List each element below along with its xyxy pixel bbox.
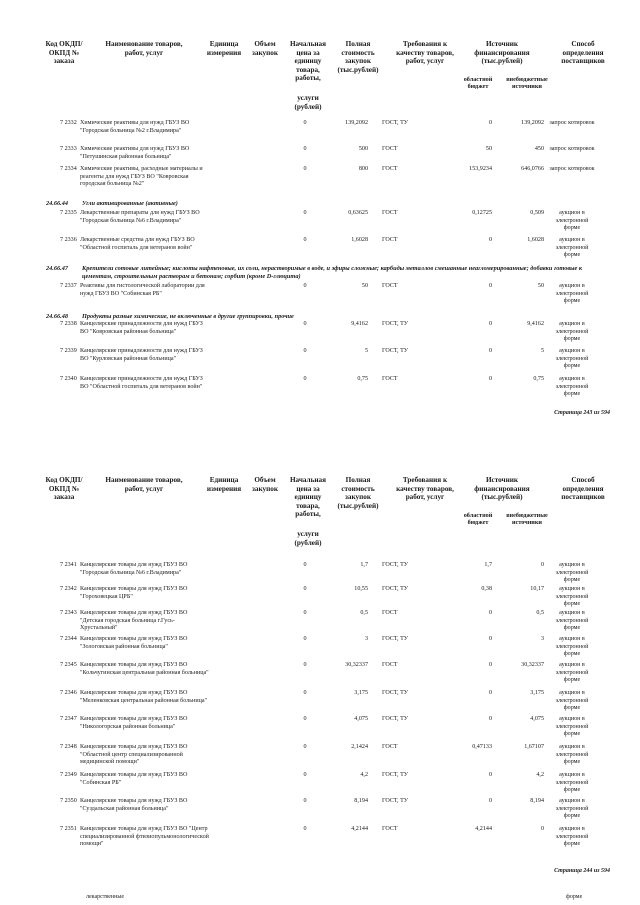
header-requirements: Требования к качеству товаров, работ, услуг [396,40,454,66]
row-regional: 0 [488,376,492,382]
header-source: Источник финансирования (тыс.рублей) [474,40,530,66]
row-requirements: ГОСТ [382,210,398,216]
row-method: аукцион в электронной форме [555,610,589,632]
row-regional: 0 [488,798,492,804]
header-price: Начальная цена за единицу товара, работы, [289,476,327,519]
row-requirements: ГОСТ [382,376,398,382]
header-unit: Единица измерения [206,476,242,493]
header-source-regional: областной бюджет [463,76,493,91]
row-name: Канцелярские товары для нужд ГБУЗ ВО "Зологовская районная больница" [80,636,188,650]
row-price: 0 [303,376,307,382]
group-text: Продукты разные химические, не включенные в другие группировки, прочие [82,313,294,320]
row-cost: 4,2144 [351,826,368,832]
row-price: 0 [303,636,307,642]
row-cost: 30,32337 [345,662,368,668]
row-cost: 3,175 [354,690,368,696]
row-cost: 10,55 [354,586,368,592]
row-requirements: ГОСТ [382,826,398,832]
row-method: запрос котировок [549,146,595,152]
row-name: Химические реактивы для нужд ГБУЗ ВО "Петушинская районная больница" [80,146,190,160]
row-requirements: ГОСТ, ТУ [382,562,409,568]
row-price: 0 [303,237,307,243]
row-price: 0 [303,210,307,216]
row-regional: 0,47133 [472,744,492,750]
row-name: Канцелярские товары для нужд ГБУЗ ВО "Никологорская районная больница" [80,716,188,730]
header-method: Способ определения поставщиков [561,40,605,66]
header-requirements: Требования к качеству товаров, работ, услуг [396,476,454,502]
header-method: Способ определения поставщиков [561,476,605,502]
header-source-extra: внебюджетные источники [506,512,548,527]
table-row [0,166,640,196]
row-cost: 139,2092 [345,120,368,126]
table-row [0,283,640,311]
header-code: Код ОКДП/ ОКПД № заказа [45,476,83,502]
row-method: аукцион в электронной форме [555,798,589,820]
row-extra: 646,0766 [521,166,544,172]
row-cost: 1,7 [360,562,368,568]
row-method: аукцион в электронной форме [555,376,589,398]
row-extra: 5 [540,348,544,354]
row-requirements: ГОСТ, ТУ [382,690,409,696]
row-regional: 0 [488,120,492,126]
row-extra: 0,75 [533,376,544,382]
row-extra: 1,67107 [524,744,544,750]
row-requirements: ГОСТ, ТУ [382,772,409,778]
next-page-fragment-right: форме [566,894,583,900]
row-cost: 50 [361,283,368,289]
header-volume: Объем закупок [252,476,278,493]
row-method: запрос котировок [549,120,595,126]
row-name: Канцелярские товары для нужд ГБУЗ ВО "Меленковская центральная районная больница" [80,690,208,704]
row-code: 7 2332 [60,120,77,126]
header-price-extra: услуги (рублей) [294,530,322,547]
row-method: аукцион в электронной форме [555,321,589,343]
row-name: Канцелярские товары для нужд ГБУЗ ВО "Детская городская больница г.Гусь-Хрустальный" [80,610,188,632]
row-extra: 3 [540,636,544,642]
header-price: Начальная цена за единицу товара, работы, [289,40,327,83]
row-code: 7 2340 [60,376,77,382]
row-requirements: ГОСТ [382,146,398,152]
row-cost: 5 [364,348,368,354]
row-name: Лекарственные средства для нужд ГБУЗ ВО "Областной госпиталь для ветеранов войн" [80,237,195,251]
row-cost: 0,63625 [348,210,368,216]
row-requirements: ГОСТ [382,237,398,243]
row-cost: 0,5 [360,610,368,616]
row-name: Канцелярские принадлежности для нужд ГБУЗ ВО "Областной госпиталь для ветеранов войн" [80,376,203,390]
row-regional: 0 [488,321,492,327]
row-extra: 0 [540,562,544,568]
row-price: 0 [303,283,307,289]
row-name: Канцелярские товары для нужд ГБУЗ ВО "Собинская РБ" [80,772,188,786]
row-regional: 0 [488,636,492,642]
row-method: аукцион в электронной форме [555,586,589,608]
row-requirements: ГОСТ, ТУ [382,716,409,722]
row-regional: 0 [488,690,492,696]
row-method: аукцион в электронной форме [555,210,589,232]
row-cost: 3 [364,636,368,642]
row-code: 7 2334 [60,166,77,172]
row-extra: 0 [540,826,544,832]
row-price: 0 [303,744,307,750]
row-price: 0 [303,586,307,592]
row-price: 0 [303,690,307,696]
row-requirements: ГОСТ [382,662,398,668]
row-price: 0 [303,772,307,778]
row-extra: 450 [534,146,544,152]
row-name: Канцелярские товары для нужд ГБУЗ ВО "Кольчугинская центральная районная больница" [80,662,209,676]
row-requirements: ГОСТ [382,166,398,172]
row-name: Реактивы для гистологической лаборатории для нужд ГБУЗ ВО "Собинская РБ" [80,283,205,297]
row-regional: 153,9234 [469,166,492,172]
row-regional: 0 [488,662,492,668]
row-code: 7 2336 [60,237,77,243]
header-volume: Объем закупок [252,40,278,57]
row-extra: 0,509 [530,210,544,216]
row-code: 7 2345 [60,662,77,668]
row-price: 0 [303,826,307,832]
row-code: 7 2344 [60,636,77,642]
header-price-extra: услуги (рублей) [294,94,322,111]
row-extra: 4,2 [536,772,544,778]
row-regional: 0 [488,610,492,616]
row-code: 7 2338 [60,321,77,327]
row-method: аукцион в электронной форме [555,348,589,370]
row-code: 7 2333 [60,146,77,152]
row-cost: 4,2 [360,772,368,778]
table-row [0,237,640,263]
row-regional: 0 [488,772,492,778]
row-code: 7 2342 [60,586,77,592]
row-price: 0 [303,798,307,804]
row-cost: 8,194 [354,798,368,804]
group-text: Крепители сотовые литейные; кислоты нафтеновые, их соли, нерастворимые в воде, и эфиры сложные; карбиды металлов смешанные неагломерированные; добавки готовые к цементам, строительным растворам и бетонам; сорбит (кроме D-глюцита) [82,265,583,280]
row-method: аукцион в электронной форме [555,826,589,848]
row-code: 7 2348 [60,744,77,750]
row-extra: 0,5 [536,610,544,616]
row-extra: 9,4162 [527,321,544,327]
row-price: 0 [303,610,307,616]
row-regional: 0 [488,348,492,354]
row-regional: 50 [485,146,492,152]
row-code: 7 2341 [60,562,77,568]
row-code: 7 2337 [60,283,77,289]
row-method: аукцион в электронной форме [555,744,589,766]
row-code: 7 2347 [60,716,77,722]
table-row [0,120,640,144]
table-row [0,348,640,372]
row-extra: 8,194 [530,798,544,804]
row-price: 0 [303,166,307,172]
row-name: Канцелярские товары для нужд ГБУЗ ВО "Городская больница №6 г.Владимира" [80,562,188,576]
row-method: запрос котировок [549,166,595,172]
row-price: 0 [303,120,307,126]
row-price: 0 [303,662,307,668]
row-cost: 500 [358,146,368,152]
row-cost: 2,1424 [351,744,368,750]
row-extra: 3,175 [530,690,544,696]
row-name: Канцелярские товары для нужд ГБУЗ ВО "Областной центр специализированной медицинской помощи" [80,744,188,766]
row-method: аукцион в электронной форме [555,716,589,738]
row-price: 0 [303,716,307,722]
header-source-regional: областной бюджет [463,512,493,527]
row-method: аукцион в электронной форме [555,636,589,658]
row-name: Химические реактивы для нужд ГБУЗ ВО "Городская больница №2 г.Владимира" [80,120,190,134]
table-row [0,210,640,236]
header-cost: Полная стоимость закупок (тыс.рублей) [337,40,379,74]
row-method: аукцион в электронной форме [555,562,589,584]
document-page-244 [0,450,640,905]
row-name: Канцелярские принадлежности для нужд ГБУЗ ВО "Курловская районная больница" [80,348,203,362]
row-extra: 1,6028 [527,237,544,243]
row-name: Лекарственные препараты для нужд ГБУЗ ВО "Городская больница №6 г.Владимира" [80,210,200,224]
row-requirements: ГОСТ [382,283,398,289]
row-regional: 4,2144 [475,826,492,832]
row-extra: 30,32337 [521,662,544,668]
row-regional: 0,38 [481,586,492,592]
row-requirements: ГОСТ, ТУ [382,321,409,327]
row-method: аукцион в электронной форме [555,690,589,712]
row-requirements: ГОСТ [382,610,398,616]
row-price: 0 [303,562,307,568]
row-name: Канцелярские товары для нужд ГБУЗ ВО "Гороховецкая ЦРБ" [80,586,188,600]
row-cost: 800 [358,166,368,172]
row-method: аукцион в электронной форме [555,237,589,259]
header-code: Код ОКДП/ ОКПД № заказа [45,40,83,66]
row-regional: 1,7 [484,562,492,568]
row-regional: 0 [488,237,492,243]
row-requirements: ГОСТ, ТУ [382,798,409,804]
table-row [0,146,640,166]
row-name: Химические реактивы, расходные материалы и реагенты для нужд ГБУЗ ВО "Ковровская городская больница №2" [80,166,203,188]
row-extra: 4,075 [530,716,544,722]
page-number: Страница 243 из 594 [554,410,610,416]
row-regional: 0 [488,283,492,289]
row-code: 7 2339 [60,348,77,354]
row-name: Канцелярские принадлежности для нужд ГБУЗ ВО "Ковровская районная больница" [80,321,203,335]
row-requirements: ГОСТ, ТУ [382,120,409,126]
group-code: 24.66.48 [46,313,69,320]
row-code: 7 2346 [60,690,77,696]
row-code: 7 2351 [60,826,77,832]
table-row [0,376,640,406]
row-price: 0 [303,146,307,152]
header-unit: Единица измерения [206,40,242,57]
row-price: 0 [303,321,307,327]
group-code: 24.66.47 [46,265,69,272]
row-code: 7 2349 [60,772,77,778]
header-cost: Полная стоимость закупок (тыс.рублей) [337,476,379,510]
row-requirements: ГОСТ, ТУ [382,636,409,642]
header-source: Источник финансирования (тыс.рублей) [474,476,530,502]
row-extra: 50 [537,283,544,289]
row-extra: 139,2092 [521,120,544,126]
row-extra: 10,17 [530,586,544,592]
row-requirements: ГОСТ, ТУ [382,348,409,354]
header-name: Наименование товаров, работ, услуг [105,476,183,493]
row-name: Канцелярские товары для нужд ГБУЗ ВО "Центр специализированной фтизиопульмонологической помощи" [80,826,209,848]
row-code: 7 2350 [60,798,77,804]
row-regional: 0 [488,716,492,722]
row-cost: 1,6028 [351,237,368,243]
row-regional: 0,12725 [472,210,492,216]
group-text: Угли активированные (активные) [82,200,178,207]
table-row [0,321,640,345]
header-name: Наименование товаров, работ, услуг [105,40,183,57]
row-method: аукцион в электронной форме [555,662,589,684]
page-number: Страница 244 из 594 [554,868,610,874]
group-code: 24.66.44 [46,200,69,207]
row-cost: 9,4162 [351,321,368,327]
row-requirements: ГОСТ [382,744,398,750]
header-source-extra: внебюджетные источники [506,76,548,91]
row-method: аукцион в электронной форме [555,772,589,794]
row-method: аукцион в электронной форме [555,283,589,305]
row-code: 7 2335 [60,210,77,216]
document-page-243 [0,0,640,440]
row-price: 0 [303,348,307,354]
row-cost: 0,75 [357,376,368,382]
row-code: 7 2343 [60,610,77,616]
row-cost: 4,075 [354,716,368,722]
next-page-fragment-left: лекарственные [86,894,125,900]
row-name: Канцелярские товары для нужд ГБУЗ ВО "Суздальская районная больница" [80,798,188,812]
row-requirements: ГОСТ, ТУ [382,586,409,592]
